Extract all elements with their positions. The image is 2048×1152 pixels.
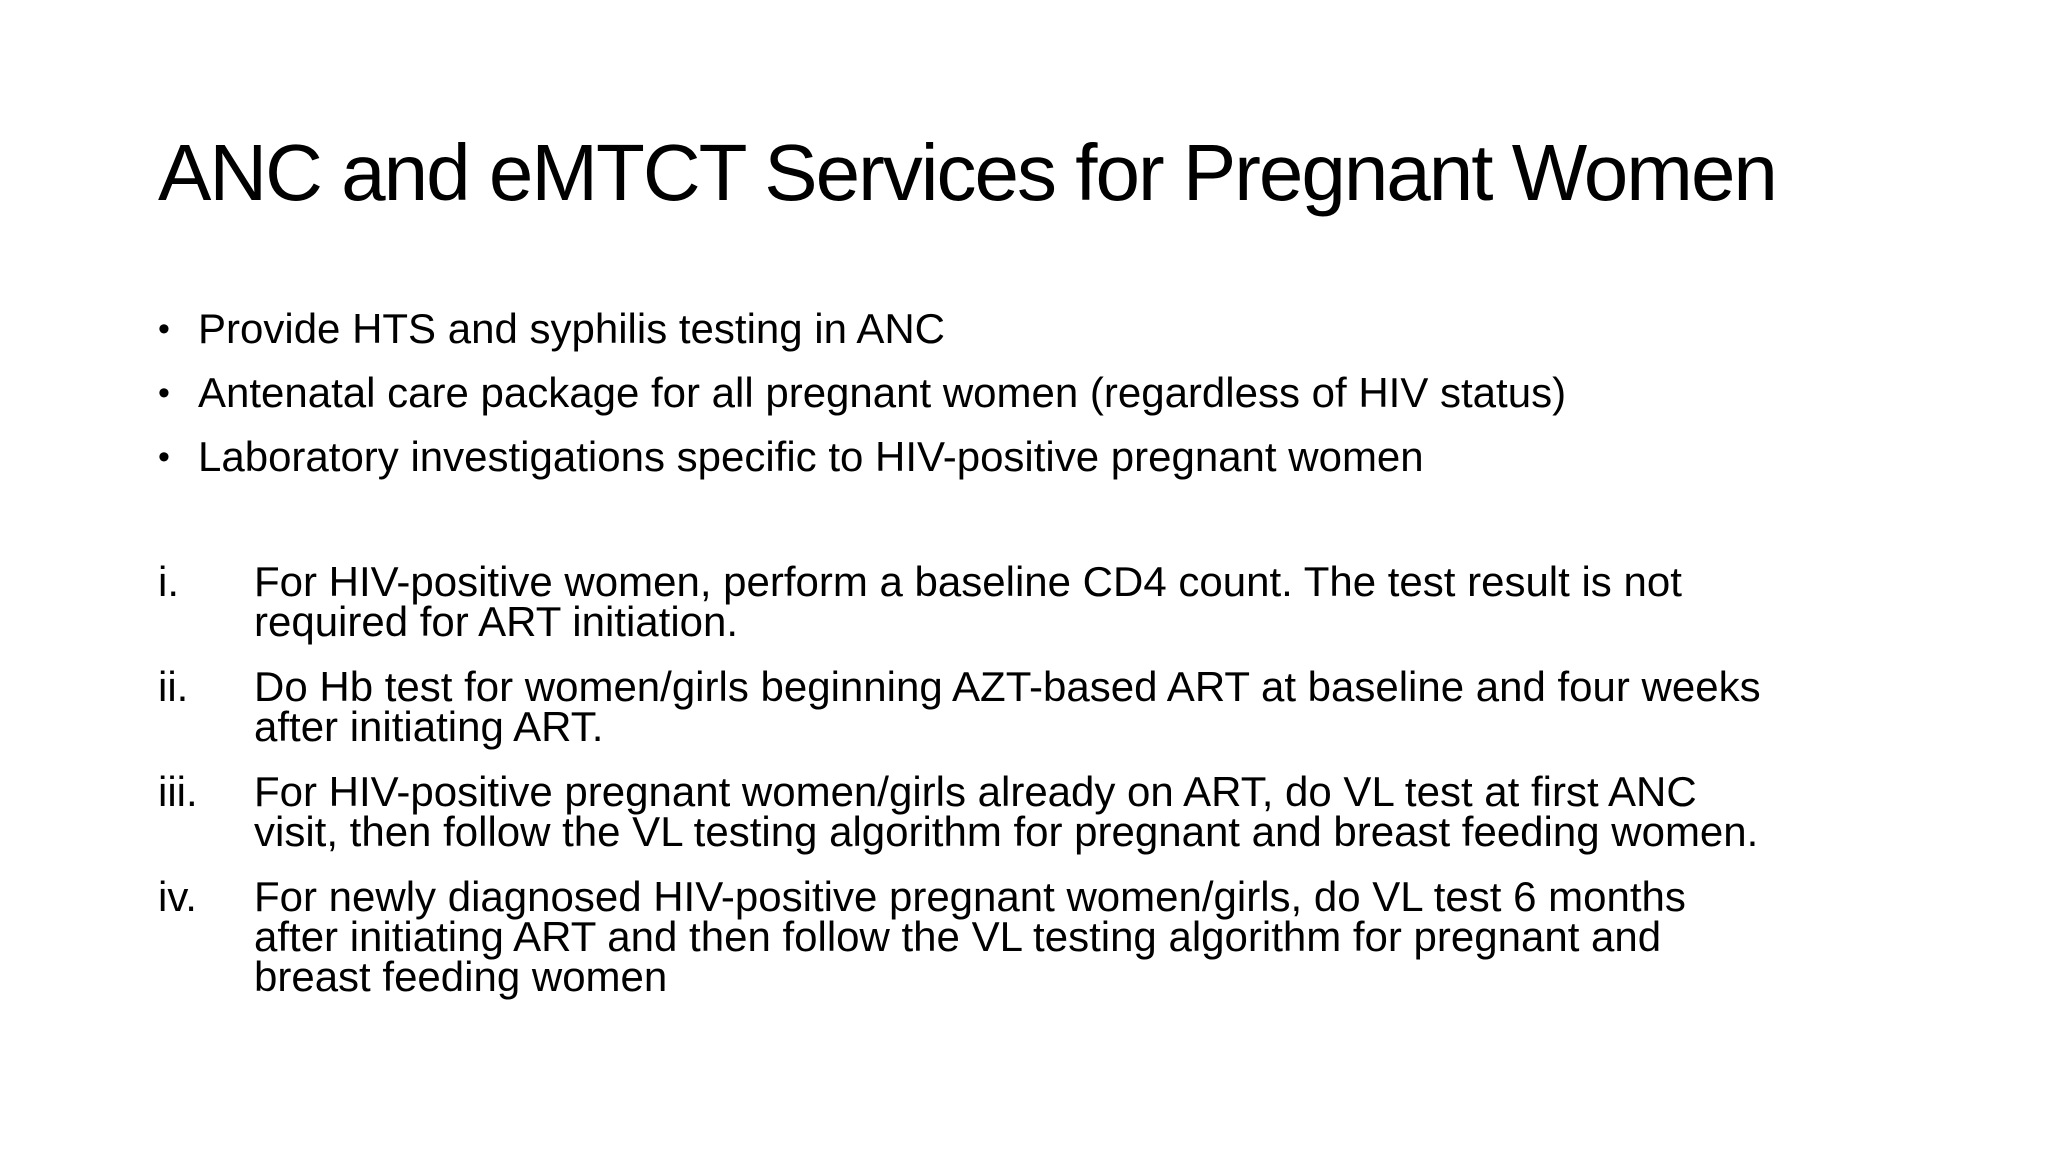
item-number: iii.	[158, 768, 198, 815]
item-line: after initiating ART.	[254, 703, 604, 750]
bullet-item	[158, 368, 1958, 418]
bullet-text: Laboratory investigations specific to HIV-positive pregnant women	[198, 433, 1424, 480]
item-number: i.	[158, 558, 179, 605]
bullet-icon: •	[158, 438, 170, 476]
bullet-item	[158, 432, 1958, 482]
item-line: Do Hb test for women/girls beginning AZT-based ART at baseline and four weeks	[254, 663, 1761, 710]
item-line: For HIV-positive pregnant women/girls already on ART, do VL test at first ANC	[254, 768, 1697, 815]
slide-title: ANC and eMTCT Services for Pregnant Women	[158, 128, 1776, 217]
bullet-icon: •	[158, 374, 170, 412]
numbered-list	[158, 558, 2008, 1022]
item-line: required for ART initiation.	[254, 598, 739, 645]
item-line: after initiating ART and then follow the VL testing algorithm for pregnant and	[254, 913, 1662, 960]
bullet-item	[158, 304, 1958, 354]
item-text	[254, 558, 2008, 645]
item-line: For newly diagnosed HIV-positive pregnant women/girls, do VL test 6 months	[254, 873, 1686, 920]
numbered-item	[158, 768, 2008, 855]
bullet-text: Antenatal care package for all pregnant women (regardless of HIV status)	[198, 369, 1567, 416]
numbered-item	[158, 663, 2008, 750]
bullet-icon: •	[158, 310, 170, 348]
item-text	[254, 873, 2008, 1000]
numbered-item	[158, 558, 2008, 645]
item-text	[254, 663, 2008, 750]
item-line: breast feeding women	[254, 953, 668, 1000]
item-number: iv.	[158, 873, 197, 920]
item-number: ii.	[158, 663, 189, 710]
item-line: visit, then follow the VL testing algorithm for pregnant and breast feeding women.	[254, 808, 1759, 855]
item-text	[254, 768, 2008, 855]
numbered-item	[158, 873, 2008, 1000]
item-line: For HIV-positive women, perform a baseline CD4 count. The test result is not	[254, 558, 1682, 605]
bullet-list	[158, 304, 1958, 496]
bullet-text: Provide HTS and syphilis testing in ANC	[198, 305, 945, 352]
